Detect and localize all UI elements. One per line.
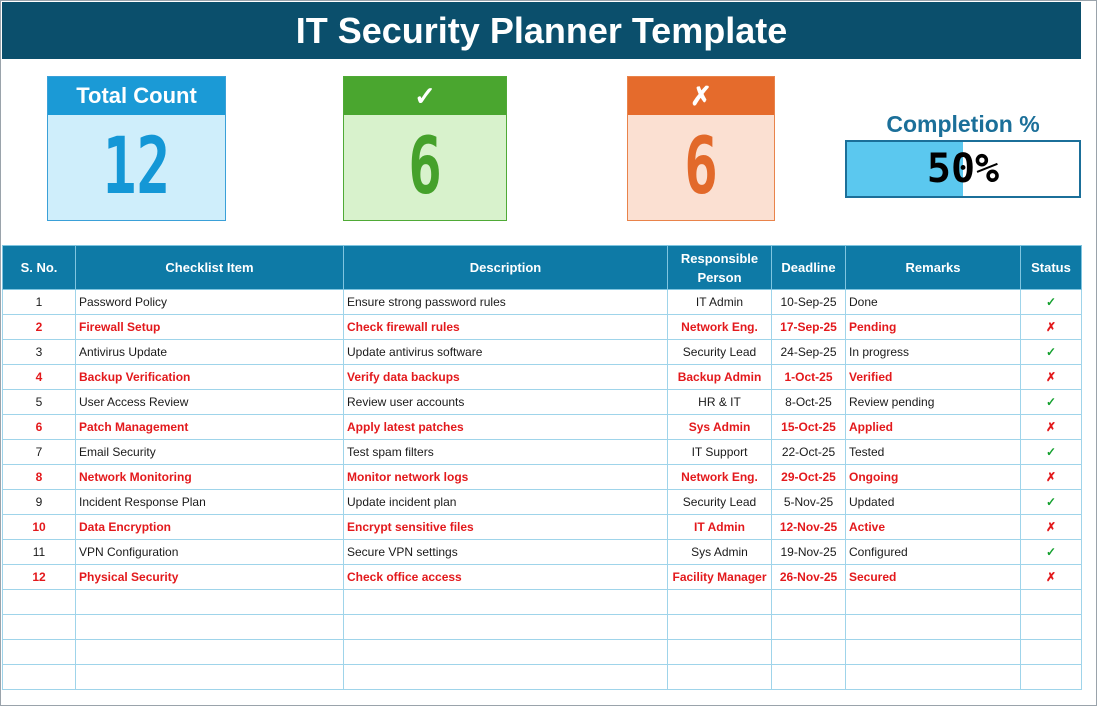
- cell-responsible-person[interactable]: Security Lead: [668, 340, 772, 365]
- cell-deadline[interactable]: 8-Oct-25: [772, 390, 846, 415]
- cell-checklist-item[interactable]: Physical Security: [76, 565, 344, 590]
- cell-remarks[interactable]: Configured: [846, 540, 1021, 565]
- empty-cell[interactable]: [772, 640, 846, 665]
- table-header-row: [3, 246, 1082, 290]
- cell-remarks[interactable]: Verified: [846, 365, 1021, 390]
- empty-cell[interactable]: [772, 665, 846, 690]
- cell-remarks[interactable]: Ongoing: [846, 465, 1021, 490]
- cell-remarks[interactable]: Pending: [846, 315, 1021, 340]
- cell-description[interactable]: Verify data backups: [344, 365, 668, 390]
- cell-sno[interactable]: 11: [3, 540, 76, 565]
- cell-deadline[interactable]: 1-Oct-25: [772, 365, 846, 390]
- cell-description[interactable]: Check office access: [344, 565, 668, 590]
- empty-cell[interactable]: [76, 590, 344, 615]
- cell-checklist-item[interactable]: Antivirus Update: [76, 340, 344, 365]
- cell-checklist-item[interactable]: Network Monitoring: [76, 465, 344, 490]
- empty-cell[interactable]: [668, 640, 772, 665]
- empty-cell[interactable]: [668, 590, 772, 615]
- total-count-card: [47, 76, 226, 221]
- cell-remarks[interactable]: Secured: [846, 565, 1021, 590]
- cell-deadline[interactable]: 26-Nov-25: [772, 565, 846, 590]
- empty-cell[interactable]: [344, 665, 668, 690]
- empty-cell[interactable]: [846, 615, 1021, 640]
- empty-cell[interactable]: [344, 615, 668, 640]
- checklist-table: [2, 245, 1082, 690]
- completed-count-value: 6: [408, 122, 442, 212]
- empty-cell[interactable]: [1021, 590, 1082, 615]
- cell-description[interactable]: Check firewall rules: [344, 315, 668, 340]
- completion-progress-bar: [845, 140, 1081, 198]
- empty-cell[interactable]: [3, 665, 76, 690]
- cell-checklist-item[interactable]: Email Security: [76, 440, 344, 465]
- empty-table-row: [3, 590, 1082, 615]
- cell-checklist-item[interactable]: Incident Response Plan: [76, 490, 344, 515]
- status-icon[interactable]: ✗: [1021, 465, 1082, 490]
- status-icon[interactable]: ✓: [1021, 440, 1082, 465]
- empty-cell[interactable]: [772, 615, 846, 640]
- cell-sno[interactable]: 1: [3, 290, 76, 315]
- table-row: [3, 465, 1082, 490]
- cell-description[interactable]: Review user accounts: [344, 390, 668, 415]
- empty-cell[interactable]: [772, 590, 846, 615]
- empty-cell[interactable]: [76, 665, 344, 690]
- empty-cell[interactable]: [668, 615, 772, 640]
- cell-description[interactable]: Test spam filters: [344, 440, 668, 465]
- cell-remarks[interactable]: Review pending: [846, 390, 1021, 415]
- cell-checklist-item[interactable]: Patch Management: [76, 415, 344, 440]
- cell-deadline[interactable]: 17-Sep-25: [772, 315, 846, 340]
- empty-cell[interactable]: [846, 665, 1021, 690]
- table-row: [3, 540, 1082, 565]
- cell-description[interactable]: Apply latest patches: [344, 415, 668, 440]
- empty-table-row: [3, 640, 1082, 665]
- cell-checklist-item[interactable]: Backup Verification: [76, 365, 344, 390]
- empty-table-row: [3, 615, 1082, 640]
- cell-remarks[interactable]: In progress: [846, 340, 1021, 365]
- cell-description[interactable]: Update incident plan: [344, 490, 668, 515]
- column-header-description[interactable]: Description: [344, 246, 668, 290]
- pending-count-value: 6: [684, 122, 718, 212]
- cell-description[interactable]: Ensure strong password rules: [344, 290, 668, 315]
- table-row: [3, 515, 1082, 540]
- table-row: [3, 490, 1082, 515]
- cell-responsible-person[interactable]: HR & IT: [668, 390, 772, 415]
- cell-sno[interactable]: 4: [3, 365, 76, 390]
- pending-count-card: [627, 76, 775, 221]
- status-icon[interactable]: ✗: [1021, 315, 1082, 340]
- cell-description[interactable]: Encrypt sensitive files: [344, 515, 668, 540]
- cell-description[interactable]: Monitor network logs: [344, 465, 668, 490]
- cell-description[interactable]: Update antivirus software: [344, 340, 668, 365]
- cell-responsible-person[interactable]: Network Eng.: [668, 465, 772, 490]
- status-icon[interactable]: ✓: [1021, 540, 1082, 565]
- cell-sno[interactable]: 5: [3, 390, 76, 415]
- completed-count-card: [343, 76, 507, 221]
- cell-deadline[interactable]: 12-Nov-25: [772, 515, 846, 540]
- cell-sno[interactable]: 7: [3, 440, 76, 465]
- cell-description[interactable]: Secure VPN settings: [344, 540, 668, 565]
- status-icon[interactable]: ✗: [1021, 515, 1082, 540]
- cell-sno[interactable]: 12: [3, 565, 76, 590]
- cell-responsible-person[interactable]: IT Admin: [668, 515, 772, 540]
- empty-cell[interactable]: [846, 590, 1021, 615]
- cell-checklist-item[interactable]: Password Policy: [76, 290, 344, 315]
- empty-cell[interactable]: [1021, 615, 1082, 640]
- cell-checklist-item[interactable]: Data Encryption: [76, 515, 344, 540]
- page-title: IT Security Planner Template: [2, 2, 1081, 59]
- cell-sno[interactable]: 9: [3, 490, 76, 515]
- column-header-status[interactable]: Status: [1021, 246, 1082, 290]
- empty-cell[interactable]: [1021, 665, 1082, 690]
- column-header-remarks[interactable]: Remarks: [846, 246, 1021, 290]
- cell-deadline[interactable]: 5-Nov-25: [772, 490, 846, 515]
- cross-icon: ✗: [628, 77, 774, 115]
- cell-checklist-item[interactable]: VPN Configuration: [76, 540, 344, 565]
- empty-cell[interactable]: [3, 615, 76, 640]
- table-row: [3, 315, 1082, 340]
- table-row: [3, 365, 1082, 390]
- cell-responsible-person[interactable]: Network Eng.: [668, 315, 772, 340]
- empty-cell[interactable]: [76, 640, 344, 665]
- cell-remarks[interactable]: Active: [846, 515, 1021, 540]
- column-header-checklist-item[interactable]: Checklist Item: [76, 246, 344, 290]
- empty-cell[interactable]: [3, 590, 76, 615]
- column-header-deadline[interactable]: Deadline: [772, 246, 846, 290]
- cell-deadline[interactable]: 29-Oct-25: [772, 465, 846, 490]
- empty-cell[interactable]: [3, 640, 76, 665]
- empty-cell[interactable]: [344, 640, 668, 665]
- cell-sno[interactable]: 10: [3, 515, 76, 540]
- cell-checklist-item[interactable]: Firewall Setup: [76, 315, 344, 340]
- cell-checklist-item[interactable]: User Access Review: [76, 390, 344, 415]
- cell-remarks[interactable]: Tested: [846, 440, 1021, 465]
- column-header-sno[interactable]: S. No.: [3, 246, 76, 290]
- status-icon[interactable]: ✓: [1021, 390, 1082, 415]
- table-row: [3, 565, 1082, 590]
- empty-cell[interactable]: [1021, 640, 1082, 665]
- empty-table-row: [3, 665, 1082, 690]
- column-header-responsible-person[interactable]: Responsible Person: [668, 246, 772, 290]
- status-icon[interactable]: ✗: [1021, 415, 1082, 440]
- total-count-label: Total Count: [48, 77, 225, 115]
- completion-label: Completion %: [886, 111, 1040, 137]
- cell-remarks[interactable]: Updated: [846, 490, 1021, 515]
- cell-deadline[interactable]: 24-Sep-25: [772, 340, 846, 365]
- status-icon[interactable]: ✗: [1021, 365, 1082, 390]
- cell-remarks[interactable]: Applied: [846, 415, 1021, 440]
- completion-percent-text: 50%: [926, 146, 1000, 192]
- cell-responsible-person[interactable]: Backup Admin: [668, 365, 772, 390]
- cell-remarks[interactable]: Done: [846, 290, 1021, 315]
- cell-deadline[interactable]: 10-Sep-25: [772, 290, 846, 315]
- cell-deadline[interactable]: 22-Oct-25: [772, 440, 846, 465]
- cell-deadline[interactable]: 19-Nov-25: [772, 540, 846, 565]
- empty-cell[interactable]: [76, 615, 344, 640]
- cell-responsible-person[interactable]: Sys Admin: [668, 540, 772, 565]
- empty-cell[interactable]: [344, 590, 668, 615]
- table-row: [3, 340, 1082, 365]
- empty-cell[interactable]: [668, 665, 772, 690]
- empty-cell[interactable]: [846, 640, 1021, 665]
- table-row: [3, 415, 1082, 440]
- cell-sno[interactable]: 8: [3, 465, 76, 490]
- total-count-value: 12: [102, 122, 171, 212]
- status-icon[interactable]: ✓: [1021, 490, 1082, 515]
- cell-responsible-person[interactable]: Facility Manager: [668, 565, 772, 590]
- table-row: [3, 290, 1082, 315]
- cell-sno[interactable]: 3: [3, 340, 76, 365]
- table-row: [3, 440, 1082, 465]
- cell-deadline[interactable]: 15-Oct-25: [772, 415, 846, 440]
- table-row: [3, 390, 1082, 415]
- cell-sno[interactable]: 6: [3, 415, 76, 440]
- status-icon[interactable]: ✓: [1021, 290, 1082, 315]
- status-icon[interactable]: ✓: [1021, 340, 1082, 365]
- cell-responsible-person[interactable]: Security Lead: [668, 490, 772, 515]
- cell-sno[interactable]: 2: [3, 315, 76, 340]
- cell-responsible-person[interactable]: Sys Admin: [668, 415, 772, 440]
- status-icon[interactable]: ✗: [1021, 565, 1082, 590]
- cell-responsible-person[interactable]: IT Support: [668, 440, 772, 465]
- checkmark-icon: ✓: [344, 77, 506, 115]
- cell-responsible-person[interactable]: IT Admin: [668, 290, 772, 315]
